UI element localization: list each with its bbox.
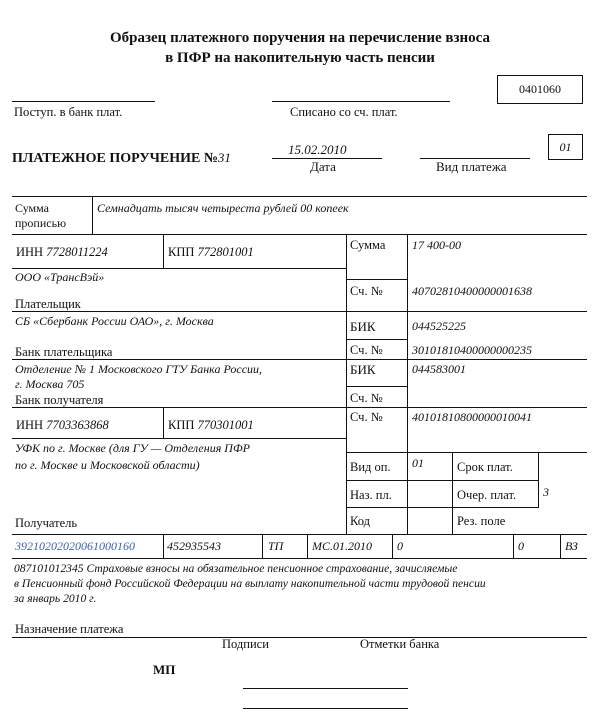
signature-line-2 — [243, 708, 408, 709]
tax-period: МС.01.2010 — [312, 539, 372, 553]
vid-op-label: Вид оп. — [350, 460, 391, 474]
purpose-label: Назначение платежа — [15, 622, 124, 636]
payment-purpose: 087101012345 Страховые взносы на обязательное пенсионное страхование, зачисляемые в Пенсионный фонд Российской Федерации на выплату накопительной части трудовой пенсии за январь 2010 г. — [14, 562, 486, 605]
doc-date: 0 — [518, 539, 524, 553]
okato-code: 452935543 — [167, 539, 221, 553]
payer-kpp: КПП 772801001 — [168, 245, 254, 259]
payer-name: ООО «ТрансВэй» — [15, 270, 105, 284]
payer-account: 40702810400000001638 — [412, 284, 532, 298]
signatures-label: Подписи — [222, 637, 269, 651]
amount-words-label: Сумма прописью — [15, 201, 67, 230]
amount-value: 17 400-00 — [412, 238, 461, 252]
ocher-value: 3 — [543, 485, 549, 499]
payment-kind: ВЗ — [565, 539, 578, 553]
amount-words-value: Семнадцать тысяч четыреста рублей 00 копеек — [97, 201, 349, 215]
recipient-label: Получатель — [15, 516, 78, 530]
status-code: 01 — [559, 140, 572, 154]
kod-label: Код — [350, 514, 370, 528]
naz-pl-label: Наз. пл. — [350, 488, 392, 502]
debited-label: Списано со сч. плат. — [290, 105, 398, 119]
payer-label: Плательщик — [15, 297, 81, 311]
recipient-bik: 044583001 — [412, 362, 466, 376]
date-label: Дата — [310, 159, 336, 174]
bank-marks-label: Отметки банка — [360, 637, 440, 651]
payer-bik: 044525225 — [412, 319, 466, 333]
ocher-label: Очер. плат. — [457, 488, 517, 502]
payer-bik-label: БИК — [350, 319, 376, 334]
document-title: Образец платежного поручения на перечисление взноса — [109, 30, 490, 46]
payer-bank-label: Банк плательщика — [15, 345, 113, 359]
payment-basis: ТП — [268, 539, 284, 553]
received-label: Поступ. в банк плат. — [14, 105, 123, 119]
kbk-code[interactable]: 39210202020061000160 — [15, 539, 135, 553]
recipient-inn: ИНН 7703363868 — [16, 418, 109, 432]
payer-corr-label: Сч. № — [350, 343, 383, 357]
recipient-kpp: КПП 770301001 — [168, 418, 254, 432]
payer-inn: ИНН 7728011224 — [16, 245, 108, 259]
recipient-bank-label: Банк получателя — [15, 393, 104, 407]
payer-bank-name: СБ «Сбербанк России ОАО», г. Москва — [15, 314, 214, 328]
recipient-bik-label: БИК — [350, 362, 376, 377]
srok-label: Срок плат. — [457, 460, 513, 474]
order-number: 31 — [217, 150, 231, 165]
recipient-name: УФК по г. Москве (для ГУ — Отделения ПФР по г. Москве и Московской области) — [15, 441, 250, 472]
recipient-account: 40101810800000010041 — [412, 410, 532, 424]
form-code: 0401060 — [519, 82, 561, 96]
order-date: 15.02.2010 — [288, 142, 347, 157]
stamp-label: МП — [153, 662, 176, 677]
payer-corr: 30101810400000000235 — [412, 343, 532, 357]
recipient-account-label: Сч. № — [350, 410, 383, 424]
signature-line-1 — [243, 688, 408, 689]
payer-account-label: Сч. № — [350, 284, 383, 298]
recipient-bank-name: Отделение № 1 Московского ГТУ Банка России, г. Москва 705 — [15, 362, 263, 391]
payment-type-label: Вид платежа — [436, 159, 507, 174]
vid-op: 01 — [412, 456, 424, 470]
amount-label: Сумма — [350, 238, 386, 252]
document-subtitle: в ПФР на накопительную часть пенсии — [165, 50, 435, 66]
doc-number: 0 — [397, 539, 403, 553]
recipient-corr-label: Сч. № — [350, 391, 383, 405]
order-title: ПЛАТЕЖНОЕ ПОРУЧЕНИЕ №31 — [12, 150, 231, 166]
rez-label: Рез. поле — [457, 514, 506, 528]
